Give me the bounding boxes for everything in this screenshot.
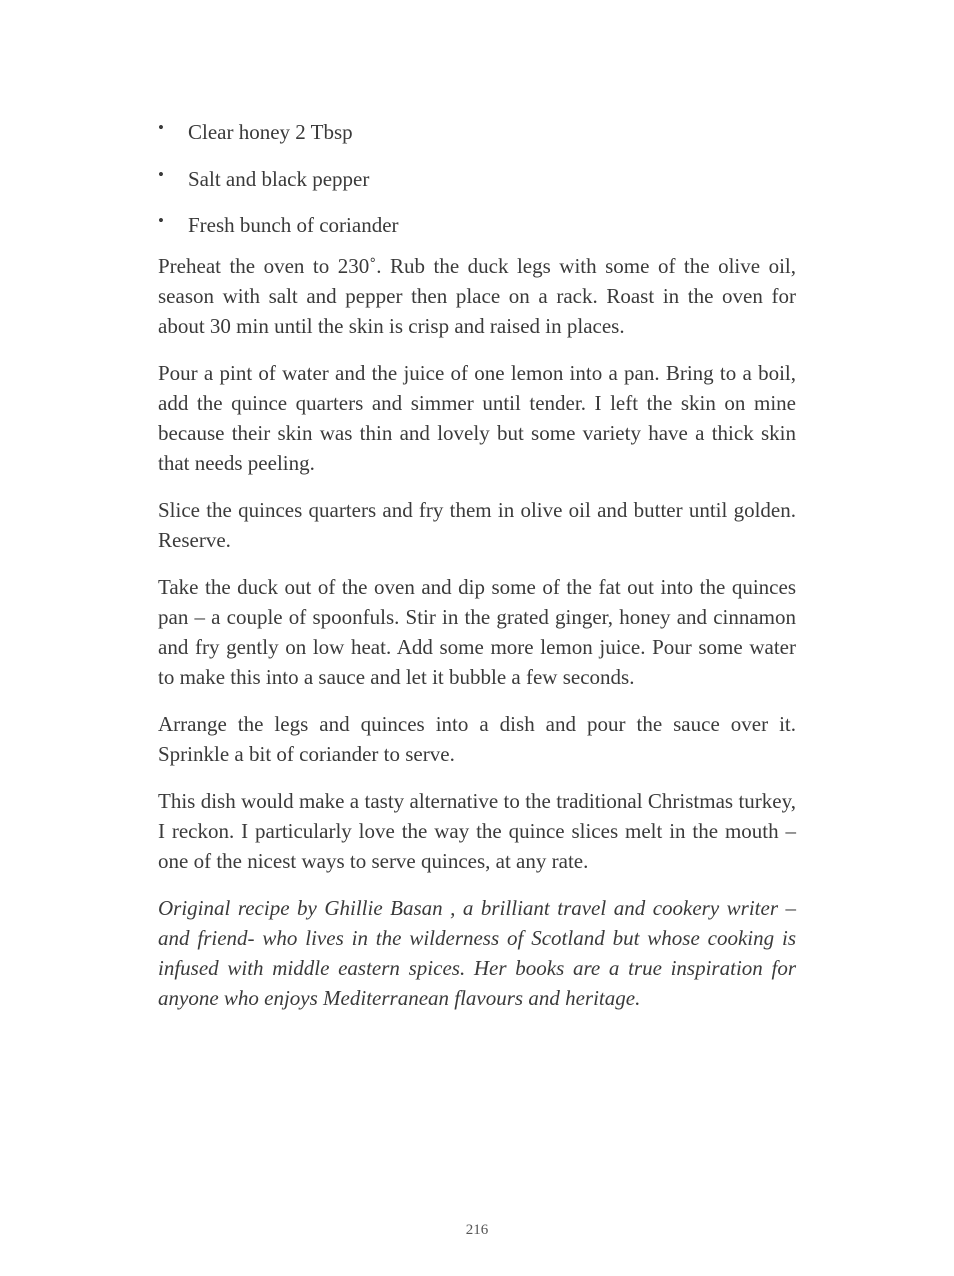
page-content — [158, 117, 796, 1030]
method-paragraph-preheat: Preheat the oven to 230˚. Rub the duck legs with some of the olive oil, season with salt and pepper then place on a rack. Roast in the oven for about 30 min until the skin is crisp and raised in places. — [158, 254, 796, 338]
recipe-credit: Original recipe by Ghillie Basan , a brilliant travel and cookery writer – and friend- who lives in the wilderness of Scotland but whose cooking is infused with middle eastern spices. Her books are a true inspiration for anyone who enjoys Mediterranean flavours and heritage. — [158, 896, 796, 1010]
ingredient-text: Salt and black pepper — [188, 166, 370, 191]
bullet-icon: • — [158, 211, 164, 230]
ingredient-text: Fresh bunch of coriander — [188, 213, 399, 237]
method-paragraph-sauce: Take the duck out of the oven and dip some of the fat out into the quinces pan – a couple of spoonfuls. Stir in the grated ginger, honey and cinnamon and fry gently on low heat. Add some more lemon juice. Pour some water to make this into a sauce and let it bubble a few seconds. — [158, 575, 796, 689]
ingredient-item — [158, 117, 796, 147]
commentary-paragraph: This dish would make a tasty alternative to the traditional Christmas turkey, I reckon. I particularly love the way the quince slices melt in the mouth – one of the nicest ways to serve quinces, at any rate. — [158, 789, 796, 873]
page-number: 216 — [465, 1222, 489, 1238]
bullet-icon: • — [158, 118, 164, 137]
ingredient-list — [158, 117, 796, 240]
method-paragraph-quince-simmer: Pour a pint of water and the juice of one lemon into a pan. Bring to a boil, add the quince quarters and simmer until tender. I left the skin on mine because their skin was thin and lovely but some variety have a thick skin that needs peeling. — [158, 361, 796, 475]
method-paragraph-fry-quince: Slice the quinces quarters and fry them in olive oil and butter until golden. Reserve. — [158, 498, 796, 552]
method-paragraph-serve: Arrange the legs and quinces into a dish and pour the sauce over it. Sprinkle a bit of coriander to serve. — [158, 712, 796, 766]
ingredient-item — [158, 164, 796, 194]
ingredient-text: Clear honey 2 Tbsp — [188, 120, 353, 144]
bullet-icon: • — [158, 164, 164, 184]
ingredient-item — [158, 210, 796, 240]
